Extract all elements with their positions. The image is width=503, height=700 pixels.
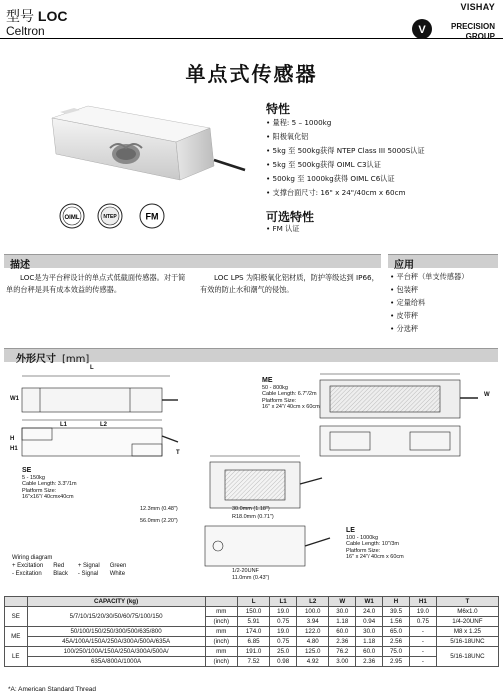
list-item: • 支撑台面尺寸: 16" x 24"/40cm x 60cm <box>266 186 498 200</box>
table-cell: 6.85 <box>237 637 269 647</box>
unit-cell: (inch) <box>205 657 237 667</box>
header-cell: T <box>436 597 498 607</box>
me-cable: Cable Length: 6.7"/2m <box>262 391 317 397</box>
table-row <box>5 637 499 647</box>
wiring-cell: + Signal <box>77 563 100 569</box>
le-range: 100 - 1000kg <box>346 534 379 541</box>
table-cell: 3.00 <box>329 657 356 667</box>
me-name: ME <box>262 377 273 384</box>
unit-cell: mm <box>205 647 237 657</box>
header-cell: L2 <box>297 597 329 607</box>
wiring-cell: Red <box>53 563 65 569</box>
wiring-cell: - Excitation <box>12 571 42 577</box>
wiring-cell: + Excitation <box>12 563 44 569</box>
me-spec <box>262 378 320 411</box>
center-dim-3: 30.0mm (1.18") <box>232 506 270 512</box>
oiml-icon <box>60 204 84 228</box>
center-dim-4: R18.0mm (0.71") <box>232 514 274 520</box>
dim-label-h1: H1 <box>10 446 18 452</box>
table-cell: 30.0 <box>356 627 383 637</box>
table-cell: 25.0 <box>270 647 297 657</box>
table-cell: 65.0 <box>383 627 410 637</box>
thread-cell: 5/16-18UNC <box>436 647 498 667</box>
table-cell: 7.52 <box>237 657 269 667</box>
table-row <box>5 627 499 637</box>
table-header-row <box>5 597 499 607</box>
header-cell: H <box>383 597 410 607</box>
model-code: LOC <box>37 8 68 24</box>
se-name: SE <box>22 467 32 474</box>
document-title: 单点式传感器 <box>185 62 318 86</box>
thread-cell: 5/16-18UNC <box>436 637 498 647</box>
applications-band <box>388 254 498 271</box>
header-cell <box>205 597 237 607</box>
le-platform: 16" x 24"/ 40cm x 60cm <box>346 554 404 560</box>
description-para2: LOC LPS 为阳极氧化铝材质，防护等级达到 IP66，有效的防止水和潮气的侵蚀。 <box>200 273 379 294</box>
dim-label-h: H <box>10 436 15 442</box>
table-cell: 0.98 <box>270 657 297 667</box>
table-cell: 174.0 <box>237 627 269 637</box>
table-cell: 0.75 <box>270 637 297 647</box>
model-prefix: 型号 <box>6 8 34 24</box>
table-cell: 1.18 <box>329 617 356 627</box>
unit-cell: mm <box>205 627 237 637</box>
table-cell: 150.0 <box>237 607 269 617</box>
table-row <box>5 647 499 657</box>
cert-fm-label: FM <box>145 211 159 222</box>
le-platform-label: Platform Size: <box>346 547 381 554</box>
list-item: • 平台秤（单支传感器） <box>390 270 468 283</box>
table-cell: 2.36 <box>329 637 356 647</box>
dim-label-w1: W1 <box>10 396 19 402</box>
dimensions-band <box>4 348 498 365</box>
dim-label-l: L <box>90 365 94 371</box>
fm-icon <box>140 204 164 228</box>
table-cell: - <box>409 627 436 637</box>
table-cell: 0.94 <box>356 617 383 627</box>
list-item: • 包装秤 <box>390 283 468 296</box>
me-platform-label: Platform Size: <box>262 397 297 404</box>
vishay-mark-icon <box>411 18 433 40</box>
table-cell: 1.56 <box>383 617 410 627</box>
wiring-diagram <box>12 554 136 578</box>
certification-logos <box>58 202 208 230</box>
table-cell: 19.0 <box>270 627 297 637</box>
list-item: • 500kg 至 1000kg获得 OIML C6认证 <box>266 172 498 186</box>
spec-table <box>4 596 499 667</box>
applications-heading: 应用 <box>394 260 414 271</box>
ntep-icon <box>98 204 122 228</box>
table-cell: 24.0 <box>356 607 383 617</box>
le-cable: Cable Length: 10"/3m <box>346 541 400 547</box>
capacity-cell: 5/7/10/15/20/30/50/60/75/100/150 <box>27 607 205 627</box>
dimensions-heading-cn: 外形尺寸 <box>16 354 56 365</box>
table-cell: 4.92 <box>297 657 329 667</box>
se-platform-label: Platform Size: <box>22 487 57 494</box>
logo-mark-letter: V <box>418 24 426 36</box>
table-cell: 2.36 <box>356 657 383 667</box>
table-cell: 30.0 <box>329 607 356 617</box>
brand-name: Celtron <box>6 24 45 38</box>
header-cell: L <box>237 597 269 607</box>
center-dim-2: 56.0mm (2.20") <box>140 518 178 524</box>
dim-label-l1: L1 <box>60 422 68 428</box>
table-cell: 4.80 <box>297 637 329 647</box>
table-cell: 122.0 <box>297 627 329 637</box>
wiring-cell: White <box>109 571 126 577</box>
table-row <box>5 657 499 667</box>
header-cell: CAPACITY (kg) <box>27 597 205 607</box>
unit-cell: (inch) <box>205 617 237 627</box>
model-cell: LE <box>5 647 28 667</box>
capacity-cell: 100/250/100A/150A/250A/300A/500A/ <box>27 647 205 657</box>
wiring-row <box>12 570 136 578</box>
table-cell: 125.0 <box>297 647 329 657</box>
header-cell: W1 <box>356 597 383 607</box>
table-cell: 1.18 <box>356 637 383 647</box>
header-cell: L1 <box>270 597 297 607</box>
center-dim-5: 1/2-20UNF <box>232 568 259 574</box>
header-cell: H1 <box>409 597 436 607</box>
table-cell: 19.0 <box>270 607 297 617</box>
logo-line3: GROUP <box>465 32 495 41</box>
applications-list <box>390 270 468 335</box>
se-cable: Cable Length: 3.3"/1m <box>22 481 77 487</box>
table-cell: 100.0 <box>297 607 329 617</box>
cert-oiml-label: OIML <box>64 215 80 221</box>
table-cell: 19.0 <box>409 607 436 617</box>
table-footnote: *A: American Standard Thread <box>8 686 97 693</box>
le-spec <box>346 528 404 561</box>
description-band <box>4 254 381 271</box>
header-cell <box>5 597 28 607</box>
me-range: 50 - 800kg <box>262 384 288 391</box>
optional-list <box>266 224 300 234</box>
thread-cell: M8 x 1.25 <box>436 627 498 637</box>
table-cell: - <box>409 647 436 657</box>
table-cell: 75.0 <box>383 647 410 657</box>
wiring-cell: Green <box>109 563 127 569</box>
list-item: • 定量给料 <box>390 296 468 309</box>
features-list <box>266 116 498 200</box>
load-cell-photo <box>30 96 258 206</box>
list-item: • FM 认证 <box>266 224 300 234</box>
optional-heading: 可选特性 <box>266 210 315 224</box>
thread-cell: 1/4-20UNF <box>436 617 498 627</box>
list-item: • 5kg 至 500kg获得 OIML C3认证 <box>266 158 498 172</box>
le-name: LE <box>346 527 355 534</box>
capacity-cell: 45A/100A/150A/250A/300A/500A/635A <box>27 637 205 647</box>
capacity-cell: 50/100/150/250/300/500/635/800 <box>27 627 205 637</box>
table-row <box>5 607 499 617</box>
dim-label-t: T <box>176 450 180 456</box>
table-cell: 0.75 <box>270 617 297 627</box>
list-item: • 量程: 5 – 1000kg <box>266 116 498 130</box>
list-item: • 分选秤 <box>390 322 468 335</box>
wiring-table <box>12 562 136 578</box>
logo-line2: PRECISION <box>450 22 495 31</box>
table-cell: 2.95 <box>383 657 410 667</box>
model-cell: ME <box>5 627 28 647</box>
center-dim-1: 12.3mm (0.48") <box>140 506 178 512</box>
table-cell: 39.5 <box>383 607 410 617</box>
table-cell: 76.2 <box>329 647 356 657</box>
logo-lines <box>451 22 495 42</box>
thread-cell: M6x1.0 <box>436 607 498 617</box>
description-para1: LOC是为平台秤设计的单点式低截面传感器。对于简单的台秤是具有成本效益的传感器。 <box>6 273 186 294</box>
description-heading: 描述 <box>10 260 30 271</box>
wiring-title: Wiring diagram <box>12 555 53 561</box>
cert-ntep-label: NTEP <box>103 214 117 220</box>
dimensions-heading-unit: [mm] <box>62 354 90 365</box>
se-platform: 16"x16"/ 40cmx40cm <box>22 494 74 500</box>
table-cell: 60.0 <box>329 627 356 637</box>
table-cell: 2.56 <box>383 637 410 647</box>
table-cell: - <box>409 637 436 647</box>
wiring-cell: - Signal <box>77 571 99 577</box>
unit-cell: mm <box>205 607 237 617</box>
capacity-cell: 635A/800A/1000A <box>27 657 205 667</box>
table-cell: 5.91 <box>237 617 269 627</box>
table-cell: - <box>409 657 436 667</box>
se-range: 5 - 150kg <box>22 474 45 481</box>
vishay-logo <box>375 2 495 56</box>
table-cell: 191.0 <box>237 647 269 657</box>
list-item: • 5kg 至 500kg获得 NTEP Class III 5000S认证 <box>266 144 498 158</box>
list-item: • 阳极氧化铝 <box>266 130 498 144</box>
logo-line1: VISHAY <box>460 2 495 12</box>
table-cell: 3.94 <box>297 617 329 627</box>
unit-cell: (inch) <box>205 637 237 647</box>
list-item: • 皮带秤 <box>390 309 468 322</box>
se-spec <box>22 468 77 501</box>
features-heading: 特性 <box>266 102 291 116</box>
table-cell: 60.0 <box>356 647 383 657</box>
model-cell: SE <box>5 607 28 627</box>
wiring-row <box>12 562 136 570</box>
me-platform: 16" x 24"/ 40cm x 60cm <box>262 404 320 410</box>
wiring-cell: Black <box>53 571 68 577</box>
model-title <box>6 6 67 26</box>
center-dim-6: 11.0mm (0.43") <box>232 575 270 581</box>
header-cell: W <box>329 597 356 607</box>
dim-label-l2: L2 <box>100 422 108 428</box>
table-cell: 0.75 <box>409 617 436 627</box>
dim-label-w: W <box>484 392 490 398</box>
